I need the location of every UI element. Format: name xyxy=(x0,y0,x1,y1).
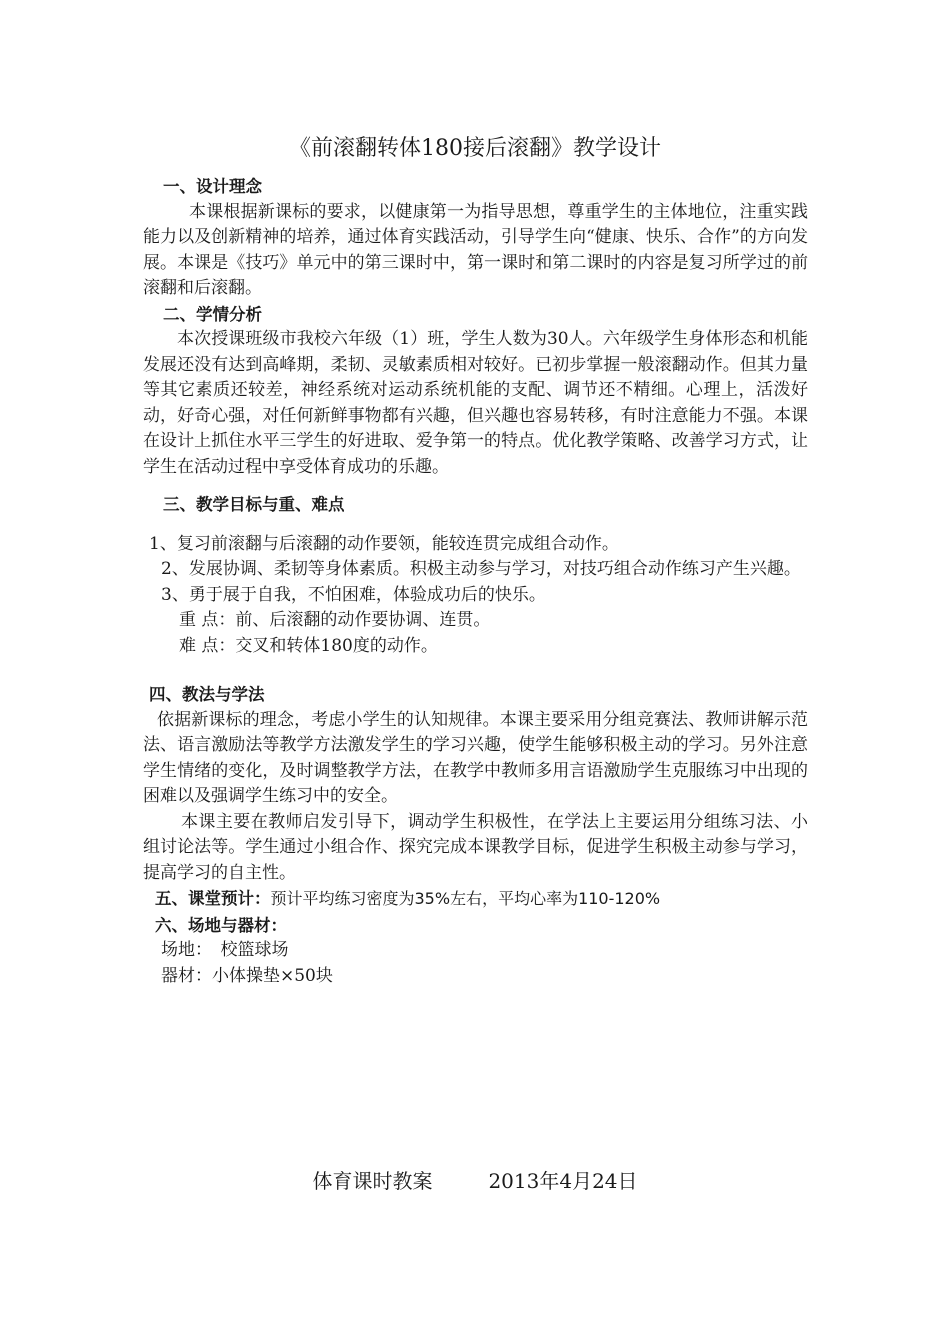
footer-label: 体育课时教案 xyxy=(312,1169,433,1193)
student-analysis-text: 本次授课班级市我校六年级（1）班，学生人数为30人。六年级学生身体形态和机能发展还没有达到高峰期，柔韧、灵敏素质相对较好。已初步掌握一般滚翻动作。但其力量等其它素质还较差，神经系统对运动系统机能的支配、调节还不精细。心理上，活泼好动，好奇心强，对任何新鲜事物都有兴趣，但兴趣也容易转移，有时注意能力不强。本课在设计上抓住水平三学生的好进取、爱争第一的特点。优化教学策略、改善学习方式，让学生在活动过程中享受体育成功的乐趣。 xyxy=(143,329,808,477)
difficulty-point: 难 点：交叉和转体180度的动作。 xyxy=(179,635,438,656)
methods-text-1: 依据新课标的理念，考虑小学生的认知规律。本课主要采用分组竞赛法、教师讲解示范法、语言激励法等教学方法激发学生的学习兴趣，使学生能够积极主动的学习。另外注意学生情绪的变化，及时调整教学方法，在教学中教师多用言语激励学生克服练习中出现的困难以及强调学生练习中的安全。 xyxy=(143,709,808,806)
forecast-text: 预计平均练习密度为35%左右，平均心率为110-120% xyxy=(270,889,661,908)
section-heading-student-analysis: 二、学情分析 xyxy=(163,304,262,324)
goal-item-3: 3、勇于展于自我，不怕困难，体验成功后的快乐。 xyxy=(161,584,546,605)
section-heading-methods: 四、教法与学法 xyxy=(149,685,265,704)
footer-date: 2013年4月24日 xyxy=(488,1169,638,1193)
venue-text: 场地： 校篮球场 xyxy=(161,940,289,960)
section-heading-forecast: 五、课堂预计： xyxy=(155,889,271,908)
methods-text-2: 本课主要在教师启发引导下，调动学生积极性，在学法上主要运用分组练习法、小组讨论法等。学生通过小组合作、探究完成本课教学目标，促进学生积极主动参与学习，提高学习的自主性。 xyxy=(143,811,808,883)
goal-item-2: 2、发展协调、柔韧等身体素质。积极主动参与学习，对技巧组合动作练习产生兴趣。 xyxy=(161,559,801,579)
equipment-text: 器材：小体操垫×50块 xyxy=(161,965,333,986)
section-heading-design-concept: 一、设计理念 xyxy=(163,177,262,196)
document-footer xyxy=(0,1166,950,1196)
document-title: 《前滚翻转体180接后滚翻》教学设计 xyxy=(289,136,661,161)
class-forecast-line xyxy=(143,886,808,913)
goal-item-1: 1、复习前滚翻与后滚翻的动作要领，能较连贯完成组合动作。 xyxy=(149,533,619,554)
section-heading-venue-equipment: 六、场地与器材： xyxy=(155,915,287,935)
design-concept-text: 本课根据新课标的要求，以健康第一为指导思想，尊重学生的主体地位，注重实践能力以及创新精神的培养，通过体育实践活动，引导学生向“健康、快乐、合作”的方向发展。本课是《技巧》单元中的第三课时中，第一课时和第二课时的内容是复习所学过的前滚翻和后滚翻。 xyxy=(143,201,808,298)
section-heading-goals: 三、教学目标与重、难点 xyxy=(163,495,345,514)
key-point: 重 点：前、后滚翻的动作要协调、连贯。 xyxy=(179,610,491,630)
document-body xyxy=(143,174,808,989)
